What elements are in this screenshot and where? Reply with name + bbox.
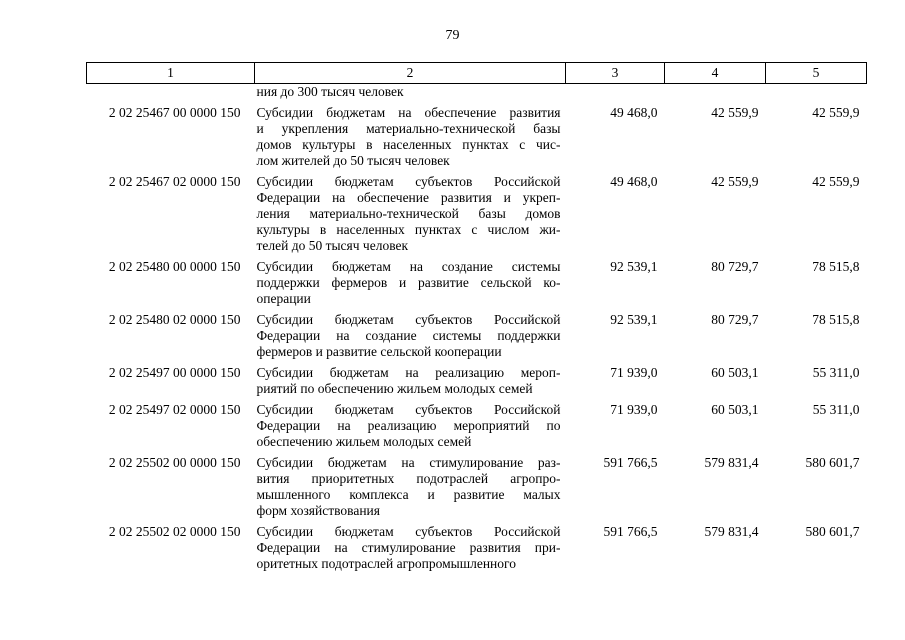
description-line: домов культуры в населенных пунктах с чис-	[256, 137, 561, 152]
description-line: Субсидии бюджетам на обеспечение развития	[256, 105, 561, 120]
description-line: культуры в населенных пунктах с числом жи-	[256, 222, 561, 237]
table-row	[87, 402, 867, 455]
value-cell-3: 92 539,1	[610, 312, 658, 327]
description-line: лом жителей до 50 тысяч человек	[256, 153, 450, 168]
description-cell	[255, 259, 566, 312]
value-cell-5: 55 311,0	[812, 365, 860, 380]
value-cell-4: 579 831,4	[704, 524, 759, 539]
value-cell-4: 80 729,7	[711, 259, 759, 274]
code-cell: 2 02 25480 00 0000 150	[108, 259, 241, 274]
table-header-row	[87, 63, 867, 84]
column-header-1: 1	[87, 63, 255, 84]
value-cell-4: 579 831,4	[704, 455, 759, 470]
description-line: операции	[256, 291, 311, 306]
column-header-2: 2	[255, 63, 566, 84]
value-cell-5: 78 515,8	[812, 259, 860, 274]
description-cell	[255, 174, 566, 259]
table-row	[87, 365, 867, 402]
table-body	[87, 84, 867, 578]
code-cell: 2 02 25467 02 0000 150	[108, 174, 241, 189]
value-cell-5: 42 559,9	[812, 105, 860, 120]
value-cell-4: 42 559,9	[711, 174, 759, 189]
description-line: мышленного комплекса и развитие малых	[256, 487, 561, 502]
description-line: и укрепления материально-технической базы	[256, 121, 561, 136]
code-cell: 2 02 25502 02 0000 150	[108, 524, 241, 539]
page-number: 79	[445, 28, 460, 43]
description-line: Федерации на обеспечение развития и укреп-	[256, 190, 561, 205]
value-cell-3: 591 766,5	[603, 524, 658, 539]
budget-table	[86, 62, 867, 577]
description-line: ния до 300 тысяч человек	[256, 84, 404, 99]
value-cell-4: 42 559,9	[711, 105, 759, 120]
description-line: ления материально-технической базы домов	[256, 206, 561, 221]
column-header-5: 5	[766, 63, 867, 84]
description-cell	[255, 402, 566, 455]
description-line: поддержки фермеров и развитие сельской ко-	[256, 275, 561, 290]
description-line: вития приоритетных подотраслей агропро-	[256, 471, 561, 486]
value-cell-5: 580 601,7	[805, 524, 860, 539]
description-cell	[255, 312, 566, 365]
code-cell: 2 02 25497 00 0000 150	[108, 365, 241, 380]
table-row	[87, 312, 867, 365]
value-cell-5: 55 311,0	[812, 402, 860, 417]
value-cell-5: 78 515,8	[812, 312, 860, 327]
description-cell	[255, 524, 566, 577]
description-line: Субсидии бюджетам субъектов Российской	[256, 524, 561, 539]
value-cell-3: 49 468,0	[610, 174, 658, 189]
column-header-3: 3	[566, 63, 665, 84]
description-line: Федерации на стимулирование развития при-	[256, 540, 561, 555]
column-header-4: 4	[665, 63, 766, 84]
code-cell	[87, 84, 255, 106]
value-cell-4: 60 503,1	[711, 365, 759, 380]
description-line: Субсидии бюджетам на реализацию мероп-	[256, 365, 561, 380]
code-cell: 2 02 25502 00 0000 150	[108, 455, 241, 470]
value-cell-3: 49 468,0	[610, 105, 658, 120]
description-line: Субсидии бюджетам на стимулирование раз-	[256, 455, 561, 470]
value-cell-4: 80 729,7	[711, 312, 759, 327]
value-cell-3: 92 539,1	[610, 259, 658, 274]
description-line: обеспечению жильем молодых семей	[256, 434, 472, 449]
description-line: телей до 50 тысяч человек	[256, 238, 409, 253]
description-line: риятий по обеспечению жильем молодых семей	[256, 381, 533, 396]
value-cell-5: 42 559,9	[812, 174, 860, 189]
value-cell-5	[766, 84, 867, 106]
table-row	[87, 455, 867, 524]
value-cell-3	[566, 84, 665, 106]
value-cell-3: 71 939,0	[610, 365, 658, 380]
description-cell	[255, 105, 566, 174]
description-line: Субсидии бюджетам субъектов Российской	[256, 402, 561, 417]
description-line: оритетных подотраслей агропромышленного	[256, 556, 516, 571]
description-line: Субсидии бюджетам на создание системы	[256, 259, 561, 274]
description-line: форм хозяйствования	[256, 503, 380, 518]
description-line: фермеров и развитие сельской кооперации	[256, 344, 502, 359]
table-row	[87, 524, 867, 577]
value-cell-4: 60 503,1	[711, 402, 759, 417]
code-cell: 2 02 25467 00 0000 150	[108, 105, 241, 120]
code-cell: 2 02 25480 02 0000 150	[108, 312, 241, 327]
description-line: Федерации на реализацию мероприятий по	[256, 418, 561, 433]
code-cell: 2 02 25497 02 0000 150	[108, 402, 241, 417]
description-line: Субсидии бюджетам субъектов Российской	[256, 174, 561, 189]
table-row	[87, 105, 867, 174]
description-line: Субсидии бюджетам субъектов Российской	[256, 312, 561, 327]
table-row-continuation	[87, 84, 867, 106]
value-cell-3: 591 766,5	[603, 455, 658, 470]
table-row	[87, 259, 867, 312]
description-line: Федерации на создание системы поддержки	[256, 328, 561, 343]
value-cell-3: 71 939,0	[610, 402, 658, 417]
description-cell	[255, 365, 566, 402]
value-cell-5: 580 601,7	[805, 455, 860, 470]
table-row	[87, 174, 867, 259]
description-cell	[255, 84, 566, 106]
value-cell-4	[665, 84, 766, 106]
description-cell	[255, 455, 566, 524]
